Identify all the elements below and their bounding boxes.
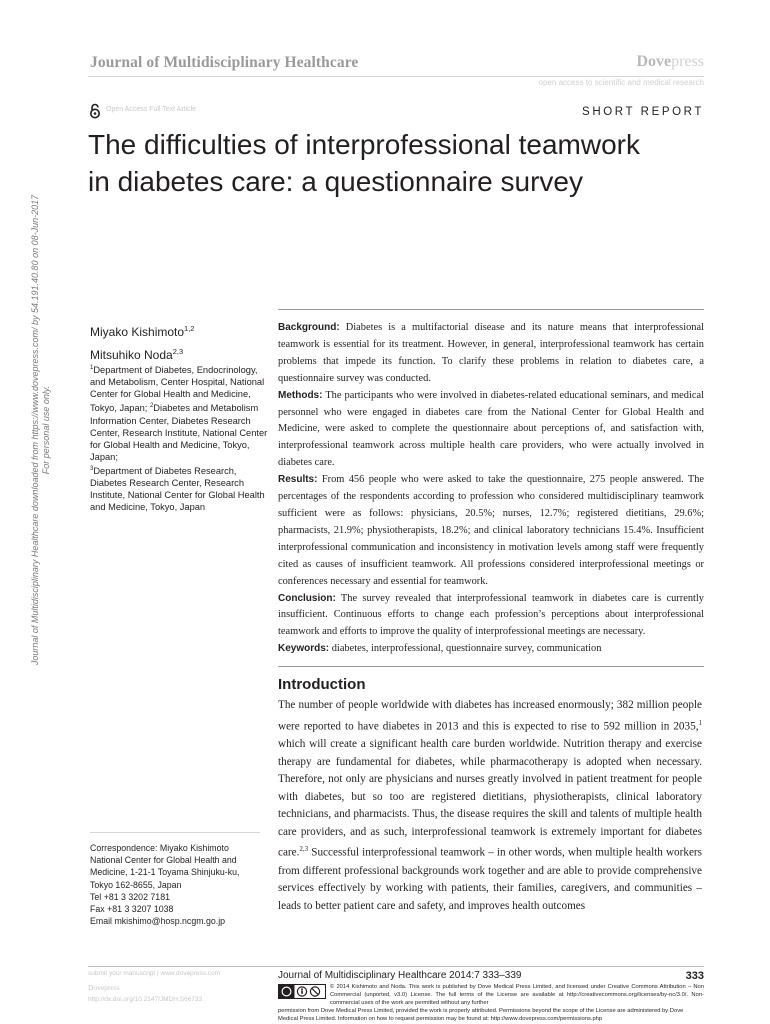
abstract-label: Results: bbox=[278, 474, 318, 486]
page-number: 333 bbox=[685, 970, 704, 982]
affiliations bbox=[90, 362, 270, 513]
footer-divider bbox=[88, 966, 704, 967]
abstract-label: Conclusion: bbox=[278, 592, 336, 604]
title-line-1: The difficulties of interprofessional teamwork bbox=[88, 129, 640, 160]
journal-name: Journal of Multidisciplinary Healthcare bbox=[90, 54, 359, 71]
abstract-methods bbox=[278, 388, 704, 473]
abstract-text: diabetes, interprofessional, questionnaire survey, communication bbox=[331, 643, 602, 655]
correspondence-line: National Center for Global Health and bbox=[90, 855, 237, 866]
header-divider bbox=[88, 76, 704, 77]
abstract-text: The participants who were involved in diabetes-related educational seminars, and medical personnel who were engaged in diabetes care from the National Center for Global Health and Medicine, were asked to complete the questionnaire about perceptions of, and satisfaction with, interprofessional teamwork across multiple health care providers, who were actually involved in diabetes care. bbox=[278, 389, 704, 469]
correspondence-phone: Tel +81 3 3202 7181 bbox=[90, 891, 170, 902]
download-watermark bbox=[30, 170, 51, 690]
abstract-label: Methods: bbox=[278, 389, 323, 401]
author-name: Mitsuhiko Noda bbox=[90, 348, 173, 362]
abstract-background bbox=[278, 320, 704, 388]
doi-link[interactable]: http://dx.doi.org/10.2147/JMDH.S66733 bbox=[88, 996, 203, 1003]
body-text: which will create a significant health care burden worldwide. Nutrition therapy and exercise therapy are fundamental for diabetes, while pharmacotherapy is adopted when necessary. Therefore, not only are physicians and nurses greatly involved in patient treatment for people with diabetes, but so too are registered dietitians, physiotherapists, clinical laboratory technicians, and pharmacists. Thus, the disease requires the skill and talents of multiple health care providers, and as such, interprofessional teamwork is extremely important for diabetes care. bbox=[278, 737, 702, 860]
abstract-top-divider bbox=[278, 309, 704, 310]
body-text: The number of people worldwide with diabetes has increased enormously; 382 million people were reported to have diabetes in 2013 and this is expected to rise to 592 million in 2035, bbox=[278, 699, 702, 733]
correspondence-email[interactable]: Email mkishimo@hosp.ncgm.go.jp bbox=[90, 916, 226, 927]
license-text: © 2014 Kishimoto and Noda. This work is published by Dove Medical Press Limited, and licensed under Creative Commons Attribution – Non Commercial (unported, v3.0) License. The full terms of the License are available at http://creativecommons.org/licenses/by-nc/3.0/. Non-commercial uses of the work are permitted without any further bbox=[330, 984, 704, 1006]
submit-manuscript-link[interactable]: submit your manuscript | www.dovepress.com bbox=[88, 970, 221, 977]
abstract-conclusion bbox=[278, 591, 704, 642]
affiliation-mark: 2 bbox=[149, 403, 154, 410]
correspondence-fax: Fax +81 3 3207 1038 bbox=[90, 904, 174, 915]
affiliation-text: Department of Diabetes Research, Diabetes Research Center, Research Institute, National Center for Global Health and Medicine, Tokyo, Japan bbox=[90, 466, 265, 513]
publisher-tagline: open access to scientific and medical research bbox=[538, 78, 704, 87]
citation-ref[interactable]: 2,3 bbox=[299, 845, 309, 854]
open-access-icon bbox=[88, 103, 102, 119]
abstract-text: Diabetes is a multifactorial disease and its nature means that interprofessional teamwork is essential for its treatment. However, in general, interprofessional teamwork has certain problems that impede its function. To clarify these problems in relation to diabetes care, a questionnaire survey was conducted. bbox=[278, 322, 704, 384]
footer-brand: Dovepress bbox=[88, 983, 120, 992]
abstract-label: Keywords: bbox=[278, 643, 330, 655]
abstract-text: The survey revealed that interprofessional teamwork in diabetes care is currently insufficient. Continuous efforts to change each profession’s perceptions about interprofessional teamwork and efforts to improve the quality of interprofessional meetings are necessary. bbox=[278, 592, 704, 638]
brand-suffix: press bbox=[671, 53, 704, 70]
body-text: Successful interprofessional teamwork – in other words, when multiple health workers from different professional backgrounds work together and are able to provide comprehensive services effectively by working with patients, their families, caregivers, and communities – leads to better patient care and safety, and improves health outcomes bbox=[278, 847, 702, 912]
correspondence-line: Correspondence: Miyako Kishimoto bbox=[90, 843, 229, 853]
download-watermark-line-2: For personal use only. bbox=[41, 385, 51, 475]
author bbox=[90, 319, 270, 342]
affiliation-text: Department of Diabetes, Endocrinology, and Metabolism, Center Hospital, National Center for Global Health and Medicine, Tokyo, Japan; bbox=[90, 365, 265, 414]
abstract-label: Background: bbox=[278, 322, 340, 333]
section-heading-introduction: Introduction bbox=[278, 676, 366, 693]
abstract-text: From 456 people who were asked to take the questionnaire, 275 people answered. The percentages of the respondents according to profession who considered multidisciplinary teamwork sufficient were as follows: physicians, 20.5%; nurses, 12.7%; registered dietitians, 29.6%; pharmacists, 21.9%; physiotherapists, 18.2%; and clinical laboratory technicians 15.4%. Insufficient interprofessional communication and inconsistency in motivation levels among staff were frequently cited as causes of insufficient teamwork. All professions considered interprofessional meetings or conferences necessary and essential for teamwork. bbox=[278, 474, 705, 587]
correspondence-line: Tokyo 162-8655, Japan bbox=[90, 879, 182, 890]
author-affiliation-mark: 2,3 bbox=[172, 347, 184, 356]
correspondence-divider bbox=[90, 832, 260, 833]
creative-commons-icon bbox=[278, 984, 326, 999]
author-name: Miyako Kishimoto bbox=[90, 325, 185, 339]
affiliation-text: Diabetes and Metabolism Information Center, Diabetes Research Center, Research Institute, National Center for Global Health and Medicine, Tokyo, Japan; bbox=[90, 403, 268, 462]
affiliation-mark: 3 bbox=[90, 465, 94, 472]
abstract-keywords bbox=[278, 641, 704, 658]
brand-name: Dove bbox=[636, 53, 672, 70]
abstract bbox=[278, 320, 704, 658]
publisher-logo bbox=[636, 53, 704, 71]
title-line-2: in diabetes care: a questionnaire survey bbox=[88, 166, 583, 197]
citation-ref[interactable]: 1 bbox=[698, 718, 702, 727]
affiliation-mark: 1 bbox=[90, 365, 94, 371]
introduction-paragraph bbox=[278, 697, 702, 916]
journal-citation: Journal of Multidisciplinary Healthcare 2014:7 333–339 bbox=[278, 970, 522, 981]
author-list bbox=[90, 319, 270, 365]
abstract-results bbox=[278, 472, 704, 590]
download-watermark-line-1: Journal of Multidisciplinary Healthcare downloaded from https://www.dovepress.com/ by 54.191.40.80 on 08-Jun-2017 bbox=[30, 194, 40, 666]
correspondence-line: Medicine, 1-21-1 Toyama Shinjuku-ku, bbox=[90, 867, 240, 878]
license-text-continued: permission from Dove Medical Press Limited, provided the work is properly attributed. Permissions beyond the scope of the License are administered by Dove Medical Press Limited. Information on how to request permission may be found at: http://www.dovepress.com/permissions.php bbox=[278, 1008, 684, 1022]
article-title bbox=[88, 126, 708, 200]
correspondence bbox=[90, 842, 270, 927]
article-type: SHORT REPORT bbox=[582, 106, 704, 118]
open-access-label: Open Access Full Text Article bbox=[106, 106, 197, 113]
abstract-bottom-divider bbox=[278, 666, 704, 667]
author-affiliation-mark: 1,2 bbox=[184, 324, 195, 333]
